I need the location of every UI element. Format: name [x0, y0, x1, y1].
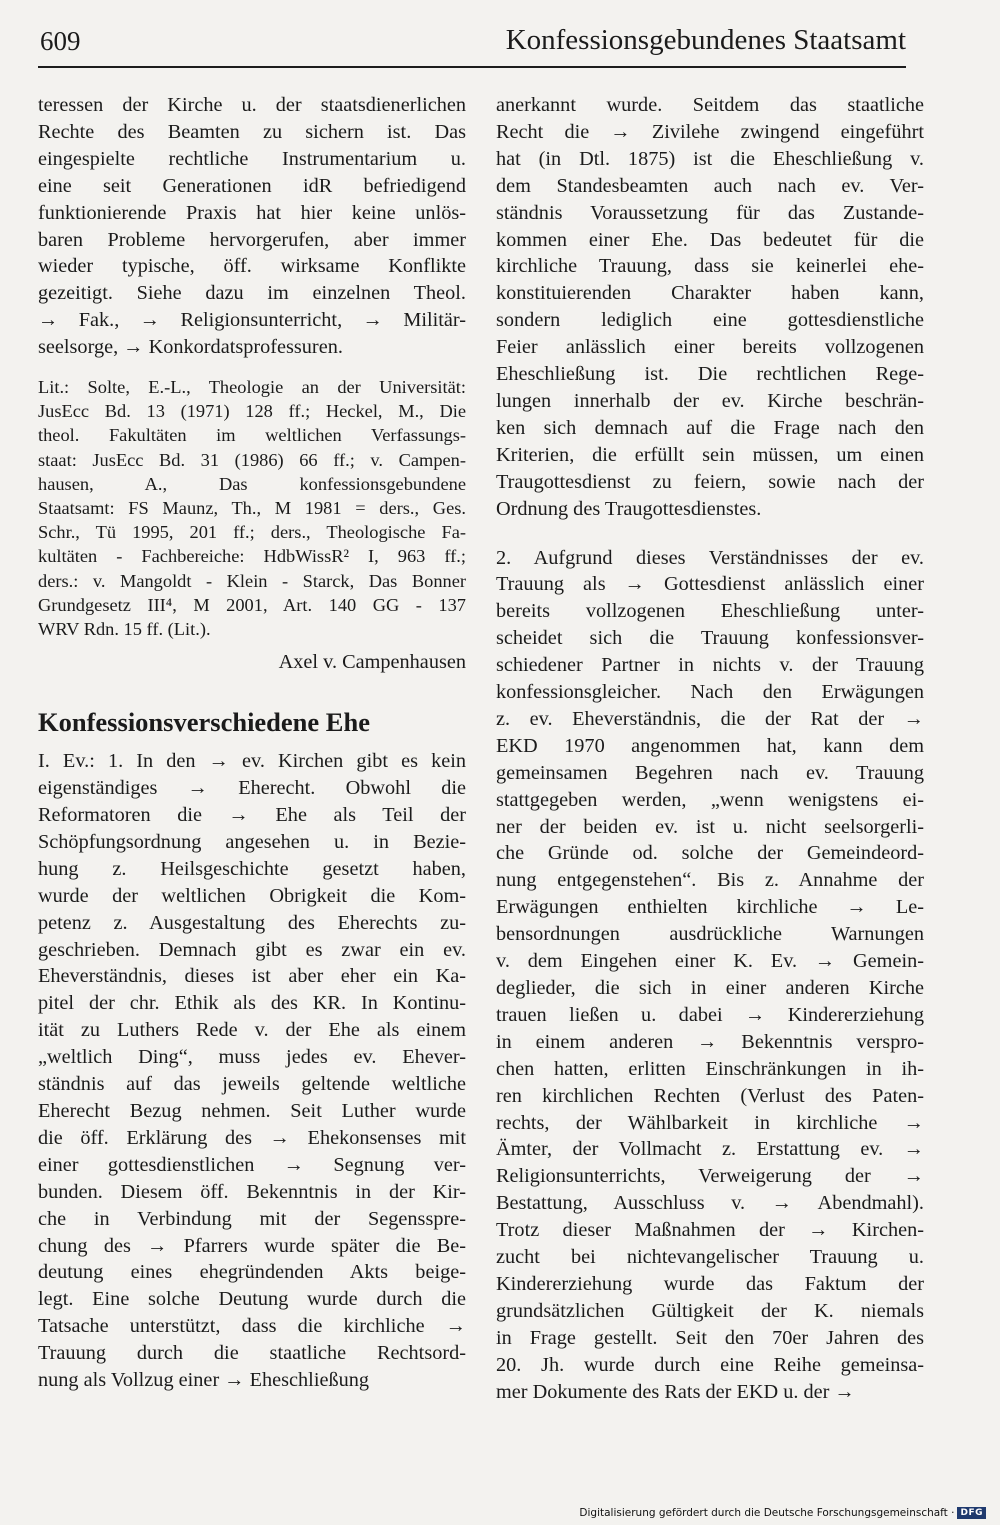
author-signature: Axel v. Campenhausen: [278, 651, 466, 674]
text-line: bunden. Diesem öff. Bekenntnis in der Kir-: [38, 1180, 466, 1203]
text-line: ität zu Luthers Rede v. der Ehe als einem: [38, 1019, 466, 1042]
running-head: Konfessionsgebundenes Staatsamt: [505, 24, 906, 56]
text-line: Religionsunterrichts, Verweigerung der →: [496, 1165, 924, 1188]
text-line: Trotz dieser Maßnahmen der → Kirchen-: [496, 1219, 924, 1242]
text-line: Erwägungen enthielten kirchliche → Le-: [496, 896, 924, 919]
text-line: deglieder, die sich in einer anderen Kirche: [496, 977, 924, 999]
text-line: kirchliche Trauung, dass sie keinerlei ehe-: [496, 255, 924, 278]
text-line: Schöpfungsordnung angesehen u. in Bezie-: [38, 830, 466, 853]
text-line: Traugottesdienst zu feiern, sowie nach der: [496, 470, 924, 493]
text-line: gezeitigt. Siehe dazu im einzelnen Theol.: [38, 282, 466, 305]
text-line: gemeinsamen Begehren nach ev. Trauung: [496, 761, 924, 784]
text-line: hausen, A., Das konfessionsgebundene: [38, 473, 466, 494]
text-line: bensordnungen ausdrückliche Warnungen: [496, 923, 924, 946]
text-line: grundsätzlichen Gültigkeit der K. niemals: [496, 1299, 924, 1322]
text-line: anerkannt wurde. Seitdem das staatliche: [496, 94, 924, 116]
header-rule: [38, 66, 906, 68]
text-line: staat: JusEcc Bd. 31 (1986) 66 ff.; v. Campen-: [38, 449, 466, 470]
text-line: geschrieben. Demnach gibt es zwar ein ev.: [38, 938, 466, 961]
text-line: EKD 1970 angenommen hat, kann dem: [496, 734, 924, 757]
text-line: deutung eines ehegründenden Akts beige-: [38, 1261, 466, 1284]
text-line: Rechte des Beamten zu sichern ist. Das: [38, 120, 466, 143]
text-line: Feier anlässlich einer bereits vollzogenen: [496, 336, 924, 359]
text-line: wieder typische, öff. wirksame Konflikte: [38, 255, 466, 278]
text-line: Eherecht Bezug nehmen. Seit Luther wurde: [38, 1099, 466, 1122]
left-column: [38, 92, 466, 1394]
text-line: Staatsamt: FS Maunz, Th., M 1981 = ders., Ges.: [38, 498, 466, 519]
text-line: ner der beiden ev. ist u. nicht seelsorgerli-: [496, 815, 924, 838]
text-line: Trauung durch die staatliche Rechtsord-: [38, 1342, 466, 1365]
literature-block: [38, 375, 466, 641]
text-line: ständnis Voraussetzung für das Zustande-: [496, 201, 924, 224]
text-line: hat (in Dtl. 1875) ist die Eheschließung v.: [496, 147, 924, 170]
text-line: funktionierende Praxis hat hier keine unlös-: [38, 201, 466, 224]
text-line: I. Ev.: 1. In den → ev. Kirchen gibt es kein: [38, 750, 466, 773]
text-line: Eheschließung ist. Die rechtlichen Rege-: [496, 363, 924, 386]
text-line: v. dem Eingehen einer K. Ev. → Gemein-: [496, 950, 924, 973]
text-line: Ämter, der Vollmacht z. Erstattung ev. →: [496, 1138, 924, 1161]
text-line: in Frage gestellt. Seit den 70er Jahren des: [496, 1326, 924, 1349]
text-line: eingespielte rechtliche Instrumentarium u.: [38, 147, 466, 170]
digitization-footer: [579, 1507, 986, 1519]
text-line: chen hatten, erlitten Einschränkungen in ih-: [496, 1057, 924, 1080]
text-line: bereits vollzogenen Eheschließung unter-: [496, 600, 924, 623]
text-line: „weltlich Ding“, muss jedes ev. Ehever-: [38, 1046, 466, 1069]
text-line: Reformatoren die → Ehe als Teil der: [38, 804, 466, 827]
text-line: dem Standesbeamten auch nach ev. Ver-: [496, 174, 924, 197]
text-line: ren kirchlichen Rechten (Verlust des Paten-: [496, 1084, 924, 1107]
text-line: baren Probleme hervorgerufen, aber immer: [38, 228, 466, 251]
text-line: → Fak., → Religionsunterricht, → Militär-: [38, 309, 466, 332]
text-line: konfessionsgleicher. Nach den Erwägungen: [496, 681, 924, 704]
text-line: legt. Eine solche Deutung wurde durch die: [38, 1288, 466, 1311]
text-line: Recht die → Zivilehe zwingend eingeführt: [496, 120, 924, 143]
text-line: 2. Aufgrund dieses Verständnisses der ev.: [496, 546, 924, 569]
text-line: einer gottesdienstlichen → Segnung ver-: [38, 1153, 466, 1176]
text-line: nung als Vollzug einer → Eheschließung: [38, 1369, 370, 1392]
text-line: Eheverständnis, dieses ist aber eher ein Ka-: [38, 965, 466, 988]
dfg-logo-icon: DFG: [957, 1507, 986, 1519]
text-line: ken sich demnach auf die Frage nach den: [496, 416, 924, 439]
text-line: wurde der weltlichen Obrigkeit die Kom-: [38, 884, 466, 907]
text-line: kultäten - Fachbereiche: HdbWissR² I, 963 ff.;: [38, 546, 466, 567]
text-line: nung entgegenstehen“. Bis z. Annahme der: [496, 869, 924, 892]
text-line: theol. Fakultäten im weltlichen Verfassungs-: [38, 425, 466, 446]
text-line: ständnis auf das jeweils geltende weltliche: [38, 1073, 466, 1096]
text-line: trauen ließen u. dabei → Kindererziehung: [496, 1003, 924, 1026]
text-line: teressen der Kirche u. der staatsdienerlichen: [38, 94, 466, 116]
text-line: eine seit Generationen idR befriedigend: [38, 174, 466, 197]
text-line: scheidet sich die Trauung konfessionsver-: [496, 627, 924, 650]
text-line: Kriterien, die erfüllt sein müssen, um einen: [496, 443, 924, 466]
text-line: Trauung als → Gottesdienst anlässlich einer: [496, 573, 924, 596]
text-line: che Gründe od. solche der Gemeindeord-: [496, 842, 924, 865]
text-line: Tatsache unterstützt, dass die kirchliche →: [38, 1315, 466, 1338]
text-line: ders.: v. Mangoldt - Klein - Starck, Das Bonner: [38, 570, 466, 591]
text-line: stattgegeben werden, „wenn wenigstens ei-: [496, 788, 924, 811]
paragraph-gap: [496, 523, 924, 545]
left-para-2: [38, 748, 466, 1394]
text-line: schiedener Partner in nichts v. der Trauung: [496, 654, 924, 677]
text-line: Grundgesetz III⁴, M 2001, Art. 140 GG - 137: [38, 594, 466, 615]
page-number: 609: [40, 26, 81, 56]
section-heading: Konfessionsverschiedene Ehe: [38, 707, 370, 738]
text-line: chung des → Pfarrers wurde später die Be-: [38, 1234, 466, 1257]
footer-text: Digitalisierung gefördert durch die Deutsche Forschungsgemeinschaft ·: [579, 1507, 955, 1519]
text-line: zucht bei nichtevangelischer Trauung u.: [496, 1246, 924, 1269]
text-line: kommen einer Ehe. Das bedeutet für die: [496, 228, 924, 251]
text-line: pitel der chr. Ethik als des KR. In Kontinu-: [38, 992, 466, 1015]
left-para-1: [38, 92, 466, 361]
right-column: [496, 92, 924, 1406]
text-line: Bestattung, Ausschluss v. → Abendmahl).: [496, 1192, 924, 1215]
text-line: JusEcc Bd. 13 (1971) 128 ff.; Heckel, M., Die: [38, 401, 466, 422]
text-line: hung z. Heilsgeschichte gesetzt haben,: [38, 857, 466, 880]
text-line: mer Dokumente des Rats der EKD u. der →: [496, 1380, 855, 1403]
text-line: WRV Rdn. 15 ff. (Lit.).: [38, 619, 211, 640]
text-line: che in Verbindung mit der Segensspre-: [38, 1207, 466, 1230]
text-line: konstituierenden Charakter haben kann,: [496, 282, 924, 305]
text-line: Schr., Tü 1995, 201 ff.; ders., Theologische Fa-: [38, 522, 466, 543]
text-line: in einem anderen → Bekenntnis verspro-: [496, 1030, 924, 1053]
text-line: 20. Jh. wurde durch eine Reihe gemeinsa-: [496, 1353, 924, 1376]
text-line: petenz z. Ausgestaltung des Eherechts zu-: [38, 911, 466, 934]
text-line: eigenständiges → Eherecht. Obwohl die: [38, 777, 466, 800]
text-line: rechts, der Wählbarkeit in kirchliche →: [496, 1111, 924, 1134]
text-line: lungen innerhalb der ev. Kirche beschrän-: [496, 389, 924, 412]
right-para-2: [496, 545, 924, 1406]
text-line: Lit.: Solte, E.-L., Theologie an der Universität:: [38, 377, 466, 398]
text-line: Kindererziehung wurde das Faktum der: [496, 1272, 924, 1295]
text-line: die öff. Erklärung des → Ehekonsenses mit: [38, 1126, 466, 1149]
right-para-1: [496, 92, 924, 523]
text-line: sondern lediglich eine gottesdienstliche: [496, 309, 924, 332]
text-line: seelsorge, → Konkordatsprofessuren.: [38, 336, 343, 359]
text-line: Ordnung des Traugottesdienstes.: [496, 497, 762, 520]
text-line: z. ev. Eheverständnis, die der Rat der →: [496, 707, 924, 730]
